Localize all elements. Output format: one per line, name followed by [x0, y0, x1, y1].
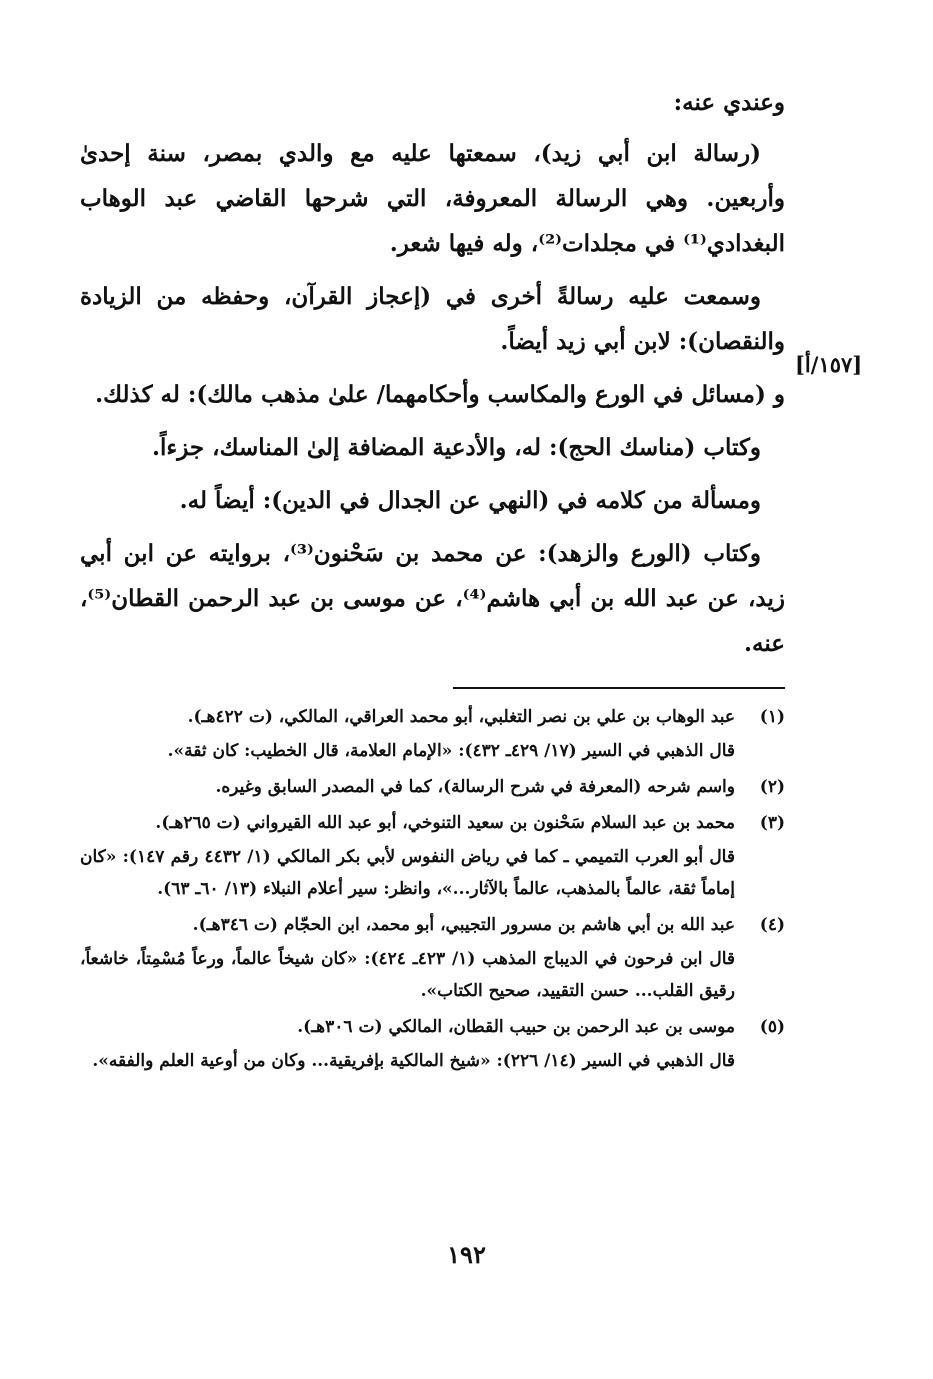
footnote-line: واسم شرحه (المعرفة في شرح الرسالة)، كما في المصدر السابق وغيره. [215, 777, 735, 797]
footnote-number: (٢) [759, 777, 785, 797]
main-text [80, 80, 785, 674]
footnote-body [80, 909, 735, 1009]
footnote-line: عبد الله بن أبي هاشم بن مسرور التجيبي، أبو محمد، ابن الحجّام (ت ٣٤٦هـ). [192, 915, 735, 935]
page-number: ١٩٢ [447, 1240, 486, 1269]
intro-line: وعندي عنه: [673, 89, 785, 116]
paragraph-ijaz: وسمعت عليه رسالةً أخرى في (إعجاز القرآن، وحفظه من الزيادة والنقصان): لابن أبي زيد أيضاً. [80, 283, 785, 355]
footnote-3 [80, 807, 785, 907]
paragraph-manasik: وكتاب (مناسك الحج): له، والأدعية المضافة إلىٰ المناسك، جزءاً. [152, 434, 761, 461]
footnote-line: قال أبو العرب التميمي ـ كما في رياض النفوس لأبي بكر المالكي (١/ ٤٤٣٢ رقم ١٤٧): «كان إماماً ثقة، عالماً بالمذهب، عالماً بالآثار...»، وانظر: سير أعلام النبلاء (١٣/ ٦٠ـ ٦٣). [80, 847, 735, 899]
footnote-line: محمد بن عبد السلام سَحْنون بن سعيد التنوخي، أبو عبد الله القيرواني (ت ٢٦٥هـ). [155, 813, 735, 833]
footnote-1 [80, 701, 785, 769]
footnote-number: (٥) [759, 1017, 785, 1037]
footnote-5 [80, 1011, 785, 1079]
footnote-line: قال الذهبي في السير (١٧/ ٤٢٩ـ ٤٣٢): «الإمام العلامة، قال الخطيب: كان ثقة». [167, 741, 735, 761]
footnote-number: (٣) [759, 813, 785, 833]
footnote-2 [80, 771, 785, 805]
footnote-line: قال ابن فرحون في الديباج المذهب (١/ ٤٢٣ـ ٤٢٤): «كان شيخاً عالماً، ورعاً مُسْمِتاً، خاشعاً، رقيق القلب... حسن التقييد، صحيح الكتاب». [80, 949, 735, 1001]
footnote-body [80, 807, 735, 907]
footnote-number: (٤) [759, 915, 785, 935]
paragraph-masail: و (مسائل في الورع والمكاسب وأحكامهما/ علىٰ مذهب مالك): له كذلك. [95, 381, 785, 408]
footnote-line: موسى بن عبد الرحمن بن حبيب القطان، المالكي (ت ٣٠٦هـ). [297, 1017, 735, 1037]
footnote-body [80, 771, 735, 805]
paragraph-risala: (رسالة ابن أبي زيد)، سمعتها عليه مع والدي بمصر، سنة إحدىٰ وأربعين. وهي الرسالة المعروفة، التي شرحها القاضي عبد الوهاب البغدادي⁽¹⁾ في مجلدات⁽²⁾، وله فيها شعر. [80, 140, 785, 257]
paragraph-wara-zuhd: وكتاب (الورع والزهد): عن محمد بن سَحْنون⁽³⁾، بروايته عن ابن أبي زيد، عن عبد الله بن أبي هاشم⁽⁴⁾، عن موسى بن عبد الرحمن القطان⁽⁵⁾، عنه. [80, 540, 785, 657]
footnote-line: قال الذهبي في السير (١٤/ ٢٢٦): «شيخ المالكية بإفريقية... وكان من أوعية العلم والفقه». [92, 1051, 735, 1071]
footnote-number: (١) [759, 707, 785, 727]
footnote-body [80, 1011, 735, 1079]
footnote-body [80, 701, 735, 769]
folio-marker: [١٥٧/أ] [795, 352, 863, 377]
footnote-line: عبد الوهاب بن علي بن نصر التغلبي، أبو محمد العراقي، المالكي، (ت ٤٢٢هـ). [187, 707, 735, 727]
footnote-divider [453, 687, 785, 689]
paragraph-jidal: ومسألة من كلامه في (النهي عن الجدال في الدين): أيضاً له. [179, 487, 761, 514]
footnotes [80, 701, 785, 1081]
footnote-4 [80, 909, 785, 1009]
